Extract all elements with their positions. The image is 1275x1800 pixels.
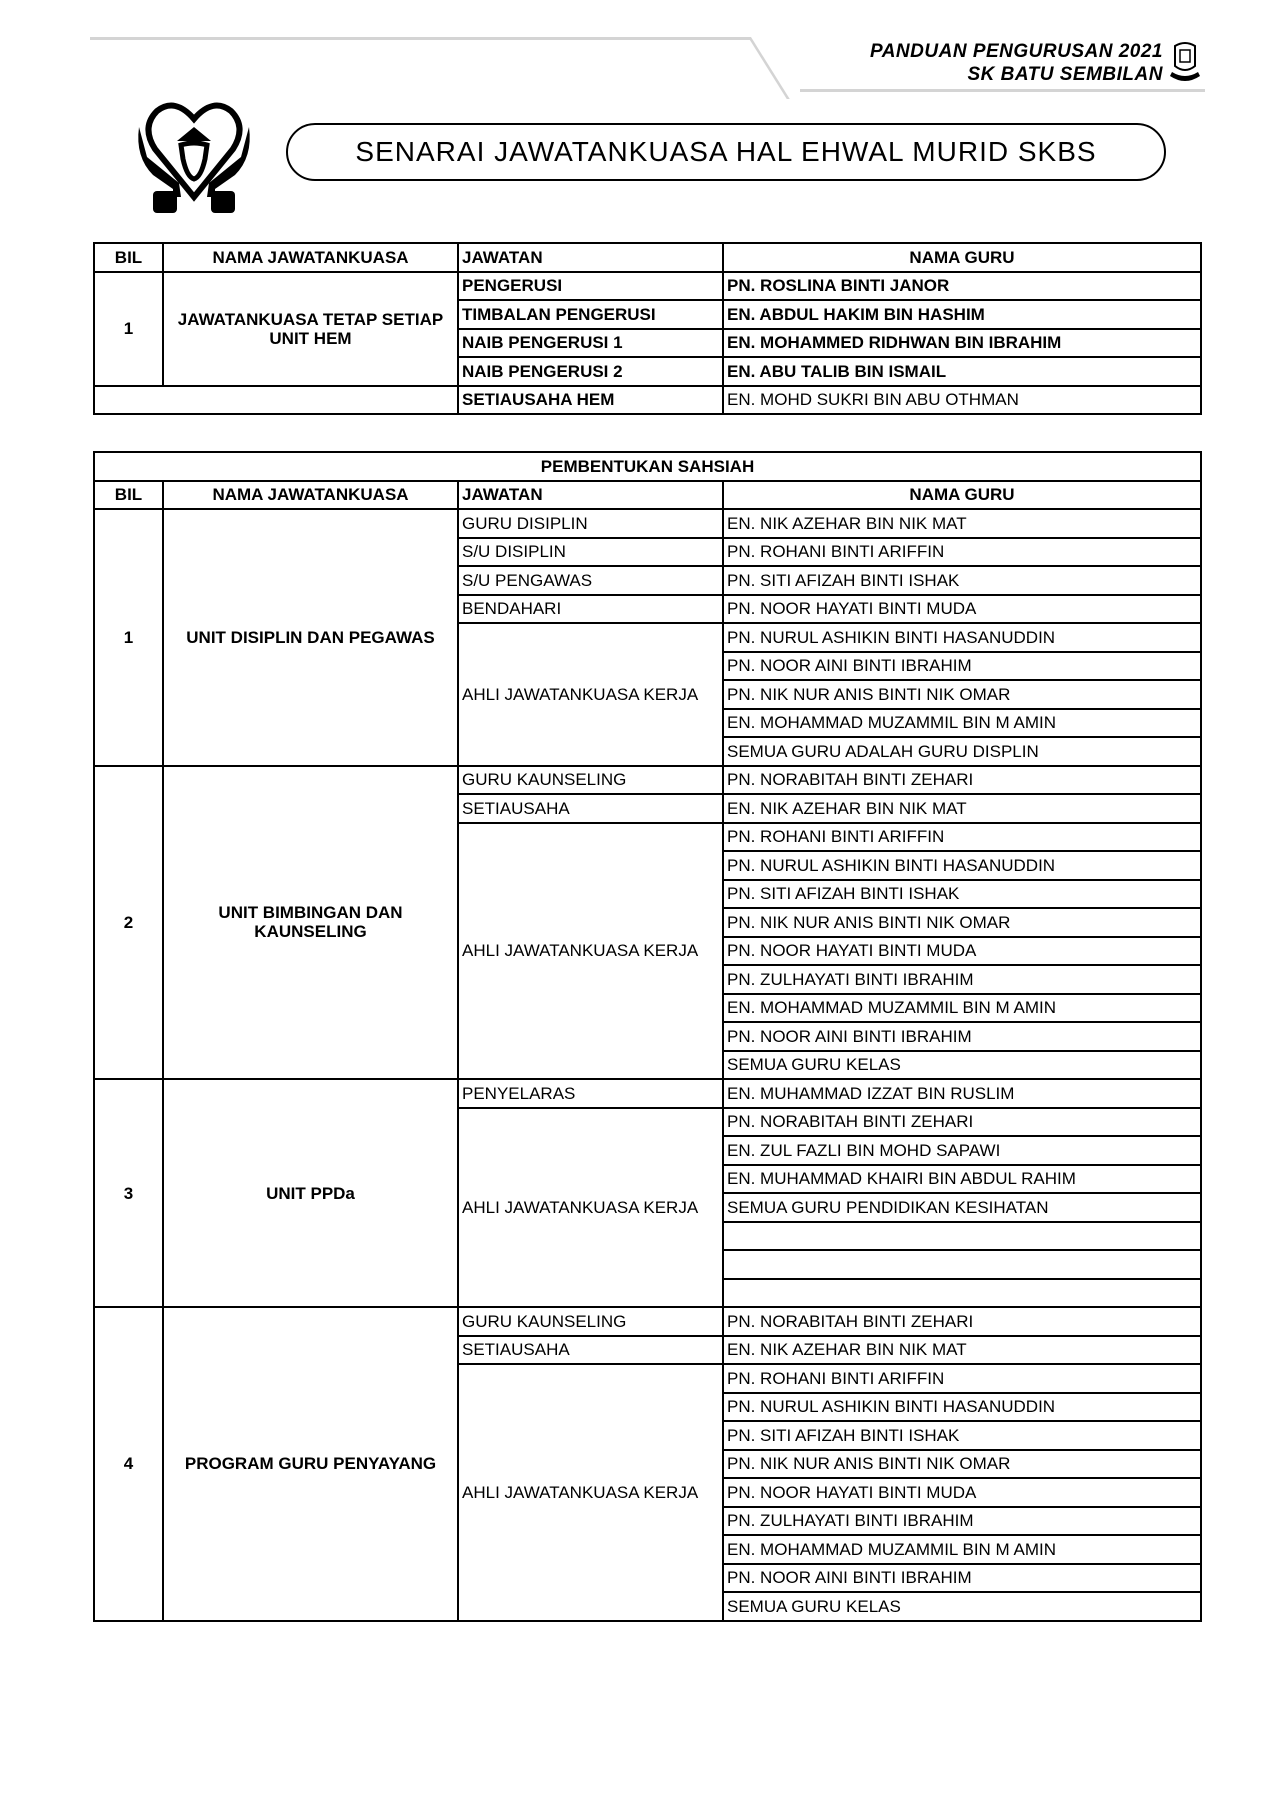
teacher-name-cell: PN. ROSLINA BINTI JANOR [723, 272, 1201, 301]
table-title-row [94, 452, 1201, 481]
teacher-name-cell [723, 1279, 1201, 1308]
table-row [94, 1307, 1201, 1336]
table-row [94, 766, 1201, 795]
teacher-name-cell: EN. MOHAMMAD MUZAMMIL BIN M AMIN [723, 1535, 1201, 1564]
teacher-name-cell: EN. NIK AZEHAR BIN NIK MAT [723, 794, 1201, 823]
position-cell: S/U DISIPLIN [458, 538, 723, 567]
table-row [94, 386, 1201, 415]
header-rule [90, 37, 750, 40]
position-cell: AHLI JAWATANKUASA KERJA [458, 1364, 723, 1621]
teacher-name-cell: PN. NIK NUR ANIS BINTI NIK OMAR [723, 1450, 1201, 1479]
teacher-name-cell: PN. NOOR AINI BINTI IBRAHIM [723, 1022, 1201, 1051]
teacher-name-cell: PN. NOOR HAYATI BINTI MUDA [723, 1478, 1201, 1507]
header-school-name: SK BATU SEMBILAN [967, 64, 1163, 85]
position-cell: NAIB PENGERUSI 1 [458, 329, 723, 358]
column-header-committee: NAMA JAWATANKUASA [163, 481, 458, 510]
column-header-committee: NAMA JAWATANKUASA [163, 243, 458, 272]
table-row [94, 1079, 1201, 1108]
position-cell: AHLI JAWATANKUASA KERJA [458, 823, 723, 1080]
school-crest-icon [1168, 40, 1202, 86]
teacher-name-cell: SEMUA GURU KELAS [723, 1051, 1201, 1080]
table-header-row [94, 243, 1201, 272]
teacher-name-cell: PN. NOOR AINI BINTI IBRAHIM [723, 1564, 1201, 1593]
unit-name: UNIT BIMBINGAN DAN KAUNSELING [163, 766, 458, 1080]
empty-cell [94, 386, 458, 415]
teacher-name-cell: PN. NIK NUR ANIS BINTI NIK OMAR [723, 680, 1201, 709]
unit-name: UNIT DISIPLIN DAN PEGAWAS [163, 509, 458, 766]
position-cell: GURU KAUNSELING [458, 1307, 723, 1336]
table-header-row [94, 481, 1201, 510]
teacher-name-cell: PN. NURUL ASHIKIN BINTI HASANUDDIN [723, 1393, 1201, 1422]
position-cell: BENDAHARI [458, 595, 723, 624]
position-cell: AHLI JAWATANKUASA KERJA [458, 623, 723, 766]
teacher-name-cell: EN. MOHAMMAD MUZAMMIL BIN M AMIN [723, 709, 1201, 738]
teacher-name-cell: EN. MUHAMMAD KHAIRI BIN ABDUL RAHIM [723, 1165, 1201, 1194]
unit-number: 4 [94, 1307, 163, 1621]
teacher-name-cell: SEMUA GURU KELAS [723, 1592, 1201, 1621]
section-title: PEMBENTUKAN SAHSIAH [94, 452, 1201, 481]
caring-hands-heart-icon [133, 97, 255, 213]
page-title: SENARAI JAWATANKUASA HAL EHWAL MURID SKBS [286, 123, 1166, 181]
position-cell: NAIB PENGERUSI 2 [458, 357, 723, 386]
teacher-name-cell: SEMUA GURU ADALAH GURU DISPLIN [723, 737, 1201, 766]
teacher-name-cell: EN. MOHAMMAD MUZAMMIL BIN M AMIN [723, 994, 1201, 1023]
position-cell: SETIAUSAHA HEM [458, 386, 723, 415]
teacher-name-cell: PN. SITI AFIZAH BINTI ISHAK [723, 566, 1201, 595]
unit-number: 3 [94, 1079, 163, 1307]
teacher-name-cell: EN. ABU TALIB BIN ISMAIL [723, 357, 1201, 386]
table-row [94, 272, 1201, 301]
teacher-name-cell: PN. NURUL ASHIKIN BINTI HASANUDDIN [723, 851, 1201, 880]
unit-name: PROGRAM GURU PENYAYANG [163, 1307, 458, 1621]
teacher-name-cell: PN. NORABITAH BINTI ZEHARI [723, 1108, 1201, 1137]
unit-number: 2 [94, 766, 163, 1080]
position-cell: SETIAUSAHA [458, 794, 723, 823]
document-header [870, 40, 1163, 86]
position-cell: PENYELARAS [458, 1079, 723, 1108]
column-header-teacher: NAMA GURU [723, 243, 1201, 272]
position-cell: GURU DISIPLIN [458, 509, 723, 538]
column-header-bil: BIL [94, 481, 163, 510]
teacher-name-cell: PN. NURUL ASHIKIN BINTI HASANUDDIN [723, 623, 1201, 652]
header-rule-lower [800, 89, 1205, 92]
unit-number: 1 [94, 509, 163, 766]
position-cell: GURU KAUNSELING [458, 766, 723, 795]
teacher-name-cell: PN. NORABITAH BINTI ZEHARI [723, 766, 1201, 795]
column-header-position: JAWATAN [458, 481, 723, 510]
teacher-name-cell: EN. NIK AZEHAR BIN NIK MAT [723, 509, 1201, 538]
teacher-name-cell: PN. NIK NUR ANIS BINTI NIK OMAR [723, 908, 1201, 937]
table-row [94, 509, 1201, 538]
header-guide-title: PANDUAN PENGURUSAN 2021 [869, 41, 1163, 62]
teacher-name-cell: EN. NIK AZEHAR BIN NIK MAT [723, 1336, 1201, 1365]
teacher-name-cell: EN. ZUL FAZLI BIN MOHD SAPAWI [723, 1136, 1201, 1165]
committee-name: JAWATANKUASA TETAP SETIAP UNIT HEM [163, 272, 458, 386]
teacher-name-cell [723, 1222, 1201, 1251]
position-cell: AHLI JAWATANKUASA KERJA [458, 1108, 723, 1308]
standing-committee-table [93, 242, 1202, 415]
header-rule-slant [748, 37, 790, 99]
teacher-name-cell: PN. NOOR AINI BINTI IBRAHIM [723, 652, 1201, 681]
teacher-name-cell: PN. NOOR HAYATI BINTI MUDA [723, 937, 1201, 966]
column-header-position: JAWATAN [458, 243, 723, 272]
teacher-name-cell: PN. ROHANI BINTI ARIFFIN [723, 538, 1201, 567]
teacher-name-cell: PN. ZULHAYATI BINTI IBRAHIM [723, 965, 1201, 994]
column-header-bil: BIL [94, 243, 163, 272]
teacher-name-cell: PN. SITI AFIZAH BINTI ISHAK [723, 1421, 1201, 1450]
unit-name: UNIT PPDa [163, 1079, 458, 1307]
teacher-name-cell: PN. ZULHAYATI BINTI IBRAHIM [723, 1507, 1201, 1536]
teacher-name-cell: EN. ABDUL HAKIM BIN HASHIM [723, 300, 1201, 329]
teacher-name-cell: PN. SITI AFIZAH BINTI ISHAK [723, 880, 1201, 909]
teacher-name-cell: EN. MUHAMMAD IZZAT BIN RUSLIM [723, 1079, 1201, 1108]
teacher-name-cell: SEMUA GURU PENDIDIKAN KESIHATAN [723, 1193, 1201, 1222]
teacher-name-cell: PN. NOOR HAYATI BINTI MUDA [723, 595, 1201, 624]
teacher-name-cell: PN. ROHANI BINTI ARIFFIN [723, 823, 1201, 852]
committee-number: 1 [94, 272, 163, 386]
column-header-teacher: NAMA GURU [723, 481, 1201, 510]
teacher-name-cell [723, 1250, 1201, 1279]
position-cell: PENGERUSI [458, 272, 723, 301]
teacher-name-cell: EN. MOHD SUKRI BIN ABU OTHMAN [723, 386, 1201, 415]
character-building-table [93, 451, 1202, 1622]
position-cell: S/U PENGAWAS [458, 566, 723, 595]
teacher-name-cell: EN. MOHAMMED RIDHWAN BIN IBRAHIM [723, 329, 1201, 358]
position-cell: SETIAUSAHA [458, 1336, 723, 1365]
position-cell: TIMBALAN PENGERUSI [458, 300, 723, 329]
teacher-name-cell: PN. NORABITAH BINTI ZEHARI [723, 1307, 1201, 1336]
teacher-name-cell: PN. ROHANI BINTI ARIFFIN [723, 1364, 1201, 1393]
